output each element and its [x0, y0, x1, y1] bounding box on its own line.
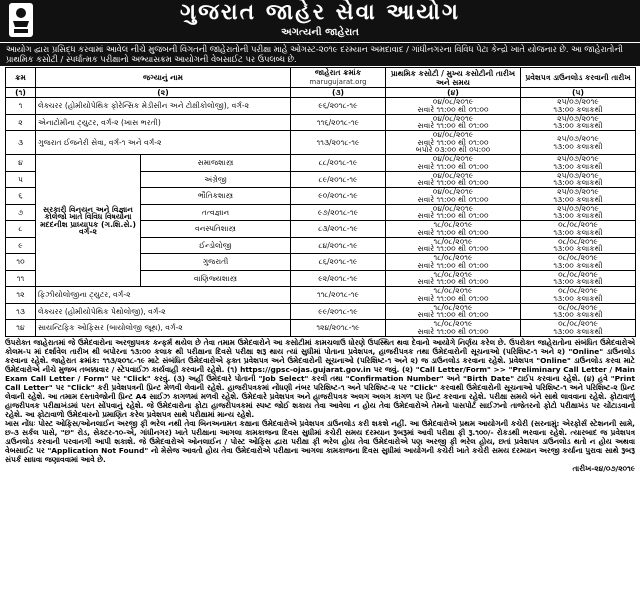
header-num: (૫)	[521, 88, 636, 98]
row-adv-number: ૧૨૪/૨૦૧૮-૧૯	[291, 320, 386, 337]
row-subject: તત્વજ્ઞાન	[141, 204, 291, 221]
row-download-date: ૦૮/૦૮/૨૦૧૯ ૧૩:૦૦ કલાકથી	[521, 221, 636, 238]
table-row	[6, 131, 636, 155]
row-download-date: ૨૫/૦૭/૨૦૧૯ ૧૩:૦૦ કલાકથી	[521, 114, 636, 131]
row-serial: ૧૩	[6, 303, 36, 320]
row-download-date: ૦૮/૦૮/૨૦૧૯ ૧૩:૦૦ કલાકથી	[521, 237, 636, 254]
row-adv-number: ૧૧૬/૨૦૧૮-૧૯	[291, 114, 386, 131]
row-exam-date: ૦૪/૦૮/૨૦૧૯ સવારે ૧૧:૦૦ થી ૦૧:૦૦	[386, 155, 521, 172]
row-exam-date: ૦૪/૦૮/૨૦૧૯ સવારે ૧૧:૦૦ થી ૦૧:૦૦	[386, 171, 521, 188]
row-serial: ૨	[6, 114, 36, 131]
page-subtitle: અગત્યની જાહેરાત	[281, 27, 359, 38]
row-adv-number: ૧૧૩/૨૦૧૮-૧૯	[291, 131, 386, 155]
group-post-label: સરકારી વિનયન અને વિજ્ઞાન કોલેજો ખાતે વિવિધ વિષયોના મદદનીશ પ્રાધ્યાપક (ગ.શિ.સે.) વર્ગ-૨	[36, 155, 141, 287]
table-row	[6, 320, 636, 337]
table-header-number-row	[6, 88, 636, 98]
row-post-name: એનાટોમીના ટ્યુટર, વર્ગ-૨ (ખાસ ભરતી)	[36, 114, 291, 131]
row-post-name: લેક્ચરર (હોમીયોપેથિક પેથોલોજી), વર્ગ-૨	[36, 303, 291, 320]
row-serial: ૧	[6, 98, 36, 115]
row-exam-date: ૦૪/૦૮/૨૦૧૯ સવારે ૧૧:૦૦ થી ૦૧:૦૦	[386, 188, 521, 205]
row-serial: ૫	[6, 171, 36, 188]
row-exam-date: ૦૪/૦૮/૨૦૧૯ સવારે ૧૧:૦૦ થી ૦૧:૦૦	[386, 204, 521, 221]
row-post-name: ફિઝીયોલોજીના ટ્યુટર, વર્ગ-૨	[36, 287, 291, 304]
row-serial: ૧૨	[6, 287, 36, 304]
row-adv-number: ૯૬/૨૦૧૮-૧૯	[291, 98, 386, 115]
row-adv-number: ૮૪/૨૦૧૮-૧૯	[291, 237, 386, 254]
header-serial: ક્રમ	[6, 68, 36, 88]
row-download-date: ૦૮/૦૮/૨૦૧૯ ૧૩:૦૦ કલાકથી	[521, 254, 636, 271]
exam-schedule-table	[5, 67, 636, 337]
row-download-date: ૦૮/૦૮/૨૦૧૯ ૧૩:૦૦ કલાકથી	[521, 287, 636, 304]
header-post-name: જગ્યાનું નામ	[36, 68, 291, 88]
intro-text: આયોગ દ્વારા પ્રસિદ્ધ કરવામાં આવેલ નીચે મુજબની વિગતની જાહેરાતોની પરીક્ષા માહે ઓગસ્ટ-૨૦૧૯ દરમ્યાન અમદાવાદ / ગાંધીનગરના વિવિધ પેટા કેન્દ્રો ખાતે યોજનાર છે. આ જાહેરાતોની પ્રાથમિક કસોટી / સ્પર્ધાત્મક પરીક્ષાનો અભ્યાસક્રમ આયોગની વેબસાઈટ પર ઉપલબ્ધ છે.	[0, 43, 640, 66]
gpsc-emblem-icon	[6, 2, 36, 38]
notice-date: તારીખ-૨૪/૦૭/૨૦૧૯	[572, 464, 635, 474]
row-serial: ૯	[6, 237, 36, 254]
row-download-date: ૨૫/૦૭/૨૦૧૯ ૧૩:૦૦ કલાકથી	[521, 131, 636, 155]
row-exam-date: ૧૮/૦૮/૨૦૧૯ સવારે ૧૧:૦૦ થી ૦૧:૦૦	[386, 221, 521, 238]
table-row	[6, 287, 636, 304]
row-download-date: ૦૮/૦૮/૨૦૧૯ ૧૩:૦૦ કલાકથી	[521, 270, 636, 287]
row-adv-number: ૯૨/૨૦૧૮-૧૯	[291, 270, 386, 287]
row-subject: ભૌતિકશાસ્ત્ર	[141, 188, 291, 205]
row-subject: વાણિજ્યશાસ્ત્ર	[141, 270, 291, 287]
row-adv-number: ૯૯/૨૦૧૮-૧૯	[291, 303, 386, 320]
table-row	[6, 98, 636, 115]
row-serial: ૩	[6, 131, 36, 155]
header-num: (૧)	[6, 88, 36, 98]
row-adv-number: ૮૬/૨૦૧૮-૧૯	[291, 254, 386, 271]
header-adv-number: જાહેરાત ક્રમાંક marugujarat.org	[291, 68, 386, 88]
row-adv-number: ૮૩/૨૦૧૮-૧૯	[291, 221, 386, 238]
instructions-block	[5, 338, 635, 474]
row-serial: ૬	[6, 188, 36, 205]
row-subject: સમાજશાસ્ત્ર	[141, 155, 291, 172]
row-serial: ૪	[6, 155, 36, 172]
row-subject: ઈન્ડોલોજી	[141, 237, 291, 254]
row-download-date: ૨૫/૦૭/૨૦૧૯ ૧૩:૦૦ કલાકથી	[521, 155, 636, 172]
header-download-date: પ્રવેશપત્ર ડાઉનલોડ કરવાની તારીખ	[521, 68, 636, 88]
table-header-row	[6, 68, 636, 88]
row-exam-date: ૦૪/૦૮/૨૦૧૯ સવારે ૧૧:૦૦ થી ૦૧:૦૦	[386, 114, 521, 131]
row-download-date: ૨૫/૦૭/૨૦૧૯ ૧૩:૦૦ કલાકથી	[521, 204, 636, 221]
row-exam-date: ૧૮/૦૮/૨૦૧૯ સવારે ૧૧:૦૦ થી ૦૧:૦૦	[386, 237, 521, 254]
page-title: ગુજરાત જાહેર સેવા આયોગ	[180, 0, 460, 25]
table-row	[6, 155, 636, 172]
row-exam-date: ૧૮/૦૮/૨૦૧૯ સવારે ૧૧:૦૦ થી ૦૧:૦૦	[386, 287, 521, 304]
row-subject: ગુજરાતી	[141, 254, 291, 271]
row-post-name: લેક્ચરર (હોમીયોપેથિક ફોરેન્સિક મેડીસીન અને ટોક્ષીકોલોજી), વર્ગ-૨	[36, 98, 291, 115]
row-exam-date: ૦૪/૦૮/૨૦૧૯ સવારે ૧૧:૦૦ થી ૦૧:૦૦ બપોરે ૦૩:૦૦ થી ૦૫:૦૦	[386, 131, 521, 155]
row-serial: ૧૦	[6, 254, 36, 271]
row-exam-date: ૧૮/૦૮/૨૦૧૯ સવારે ૧૧:૦૦ થી ૦૧:૦૦	[386, 270, 521, 287]
row-post-name: ગુજરાત ઈજનેરી સેવા, વર્ગ-૧ અને વર્ગ-૨	[36, 131, 291, 155]
row-download-date: ૦૮/૦૮/૨૦૧૯ ૧૩:૦૦ કલાકથી	[521, 320, 636, 337]
row-subject: અંગ્રેજી	[141, 171, 291, 188]
row-adv-number: ૧૧૮/૨૦૧૮-૧૯	[291, 287, 386, 304]
row-subject: વનસ્પતિશાસ્ત્ર	[141, 221, 291, 238]
row-serial: ૭	[6, 204, 36, 221]
instructions-paragraph: ઉપરોક્ત જાહેરાતમાં જે ઉમેદવારોના અરજીપત્રક કન્ફર્મ થયેલ છે તેવા તમામ ઉમેદવારોને આ કસોટીમાં કામચલાઉ ધોરણે ઉપસ્થિત થવા દેવાનો આયોગે નિર્ણય કરેલ છે. ઉપરોક્ત જાહેરાતોના સંબંધિત ઉમેદવારોએ કોલમ-૫ માં દર્શાવેલ તારીખ થી બપોરના ૧૩:૦૦ કલાક થી પરીક્ષાના દિવસે પરીક્ષા શરૂ થાય ત્યાં સુધીમાં પોતાના પ્રવેશપત્ર, હાજરીપત્રક તથા ઉમેદવારોની સૂચનાઓ (પરિશિષ્ટ-૧ અને ૨) "Online" ડાઉનલોડ કરવાના રહેશે. જાહેરાત ક્રમાંક: ૧૧૩/૨૦૧૮-૧૯ માટે સંબંધિત ઉમેદવારોએ ફક્ત પ્રવેશપત્ર અને ઉમેદવારોની સૂચનાઓ (પરિશિષ્ટ-૧ અને ૨) જ ડાઉનલોડ કરવાના રહેશે. પ્રવેશપત્ર "Online" ડાઉનલોડ કરવા માટે ઉમેદવારોએ નીચે મુજબ તબક્કાવાર / સ્ટેપવાઈઝ કાર્યવાહી કરવાની રહેશે. (૧) https://gpsc-ojas.gujarat.gov.in પર જવું. (૨) "Call Letter/Form" >> "Preliminary Call Letter / Main Exam Call Letter / Form" પર "Click" કરવું. (૩) અહીં ઉમેદવારે પોતાની "Job Select" કરવી તથા "Confirmation Number" અને "Birth Date" ટાઈપ કરવાના રહેશે. (૪) હવે "Print Call Letter" પર "Click" કરી પ્રવેશપત્રની પ્રિન્ટ મેળવી લેવાની રહેશે. હાજરીપત્રકમાં નોંધણી નંબર પરિશિષ્ટ-૧ અને પરિશિષ્ટ-૨ પર "Click" કરવાથી ઉમેદવારોની સૂચનાઓ પરિશિષ્ટ-૧ અને પરિશિષ્ટ-૨ પ્રિન્ટ લેવાની રહેશે. આ તમામ દસ્તાવેજોની પ્રિન્ટ A4 સાઈઝ કાગળમાં મળવી રહેશે. ઉમેદવારે પ્રવેશપત્ર અને હાજરીપત્રક અલગ અલગ કાગળ પર પ્રિન્ટ કરવાના રહેશે. પરીક્ષા સમયે બંને સાથે લાવવાના રહેશે. ફોટાવાળું હાજરીપત્રક પરીક્ષાખંડમાં પરત સોંપવાનું રહેશે. જે ઉમેદવારોના ફોટા હાજરીપત્રકમાં સ્પષ્ટ જોઈ શકાય તેવા આવેલા ન હોય તેવા ઉમેદવારોએ તેમનો પાસપોર્ટ સાઈઝનો તાજેતરનો ફોટો પરીક્ષાખંડ પર ચોંટાડવાનો રહેશે. આ ફોટાવાળો ઉમેદવારનો પ્રમાણિત કરેલ પ્રવેશપત્ર સાથે પરીક્ષામાં માન્ય રહેશે.	[5, 337, 635, 419]
row-exam-date: ૧૮/૦૮/૨૦૧૯ સવારે ૧૧:૦૦ થી ૦૧:૦૦	[386, 303, 521, 320]
row-download-date: ૨૫/૦૭/૨૦૧૯ ૧૩:૦૦ કલાકથી	[521, 171, 636, 188]
special-note-paragraph: ખાસ નોંધઃ પોસ્ટ ઓફિસ/ઓનલાઈન અરજી ફી ભરેલ નથી તેવા બિનઅનામત કક્ષાના ઉમેદવારોએ પ્રવેશપત્ર ડાઉનલોડ કરી શકશે નહીં. આ ઉમેદવારોએ પ્રથમ આયોગની કચેરી (સરનામું: એરફોર્સ સ્ટેશનની સામે, છ-૩ સર્કલ પાસે, "છ" રોડ, સેક્ટર-૧૦-એ, ગાંધીનગર) ખાતે પરીક્ષાના આગલા કામકાજના દિવસ સુધીમાં કચેરી સમય દરમ્યાન રૂબરૂમાં આવી પરીક્ષા ફી રૂ.૧૦૦/- રોકડથી ભરવાના રહેશે. ત્યારબાદ જ પ્રવેશપત્ર ડાઉનલોડ કરવાની પરવાનગી આપી શકાશે. જે ઉમેદવારોએ ઓનલાઈન / પોસ્ટ ઓફિસ દ્વારા પરીક્ષા ફી ભરેલ હોય તેવા ઉમેદવારોએ પણ અરજી ફી ભરેલ હોય, છતાં પ્રવેશપત્ર ડાઉનલોડ થતો ન હોય અથવા વેબસાઈટ પર "Application Not Found" નો મેસેજ આવતો હોય તેવા ઉમેદવારોએ પરીક્ષાના આગલા કામકાજના દિવસ સુધીમાં આયોગની કચેરી ખાતે કચેરી સમય દરમ્યાન અરજી કર્યાના પુરાવા સાથે રૂબરૂ સંપર્ક સાધવા જણાવવામાં આવે છે.	[5, 418, 635, 465]
row-adv-number: ૮૮/૨૦૧૮-૧૯	[291, 155, 386, 172]
row-serial: ૮	[6, 221, 36, 238]
row-exam-date: ૧૮/૦૮/૨૦૧૯ સવારે ૧૧:૦૦ થી ૦૧:૦૦	[386, 254, 521, 271]
watermark-text: marugujarat.org	[309, 78, 367, 86]
row-exam-date: ૧૮/૦૮/૨૦૧૯ સવારે ૧૧:૦૦ થી ૦૧:૦૦	[386, 320, 521, 337]
row-download-date: ૨૫/૦૭/૨૦૧૯ ૧૩:૦૦ કલાકથી	[521, 98, 636, 115]
header-num: (૪)	[386, 88, 521, 98]
row-serial: ૧૪	[6, 320, 36, 337]
header-banner	[0, 0, 640, 42]
row-adv-number: ૮૯/૨૦૧૮-૧૯	[291, 171, 386, 188]
row-adv-number: ૯૭/૨૦૧૮-૧૯	[291, 204, 386, 221]
row-adv-number: ૯૦/૨૦૧૮-૧૯	[291, 188, 386, 205]
row-exam-date: ૦૪/૦૮/૨૦૧૯ સવારે ૧૧:૦૦ થી ૦૧:૦૦	[386, 98, 521, 115]
row-post-name: સાયન્ટિફિક ઓફિસર (બાયોલોજી જૂથ), વર્ગ-૨	[36, 320, 291, 337]
header-exam-date: પ્રાથમિક કસોટી / મુખ્ય કસોટીની તારીખ અને સમય	[386, 68, 521, 88]
header-num: (૨)	[36, 88, 291, 98]
row-download-date: ૨૫/૦૭/૨૦૧૯ ૧૩:૦૦ કલાકથી	[521, 188, 636, 205]
table-row	[6, 303, 636, 320]
row-serial: ૧૧	[6, 270, 36, 287]
table-row	[6, 114, 636, 131]
row-download-date: ૦૮/૦૮/૨૦૧૯ ૧૩:૦૦ કલાકથી	[521, 303, 636, 320]
header-num: (૩)	[291, 88, 386, 98]
